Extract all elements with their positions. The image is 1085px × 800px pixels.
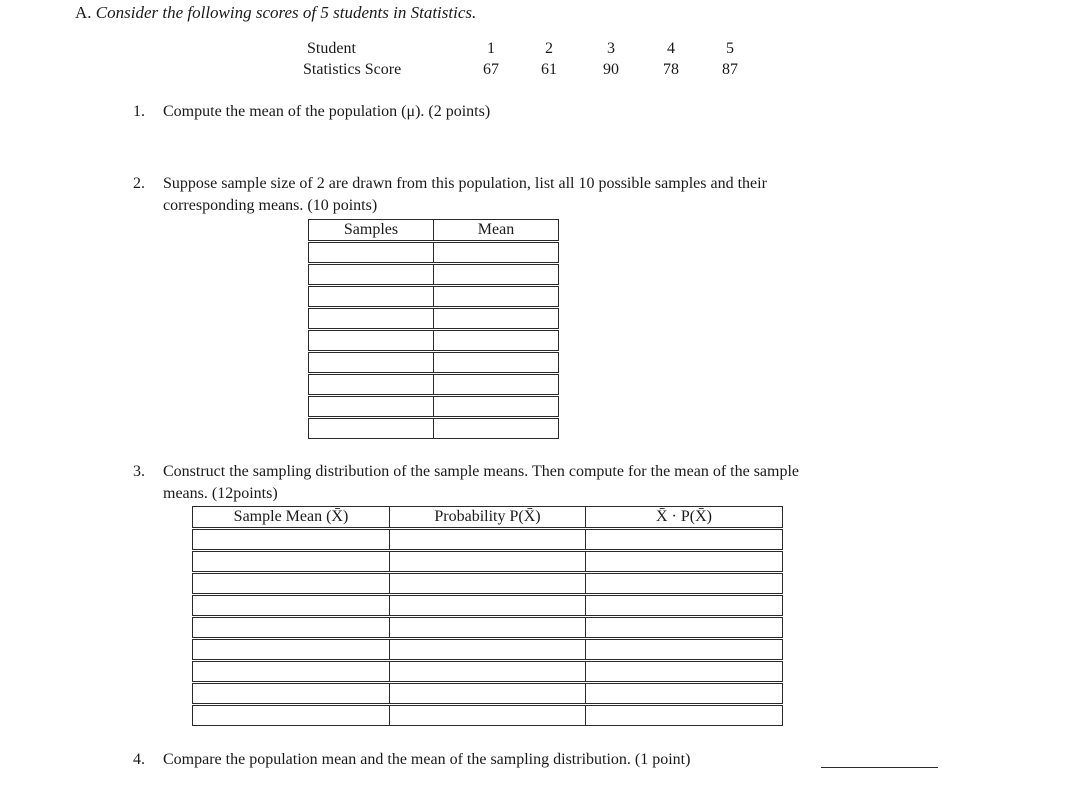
question-3-line-1: Construct the sampling distribution of the sample means. Then compute for the mean of the sample <box>163 463 800 480</box>
table-row <box>193 617 783 639</box>
sample-cell[interactable] <box>309 242 434 264</box>
table-row <box>309 286 559 308</box>
student-number: 4 <box>667 40 675 57</box>
mean-cell[interactable] <box>434 352 559 374</box>
product-cell[interactable] <box>586 639 783 661</box>
student-number: 3 <box>607 40 615 57</box>
sample-mean-cell[interactable] <box>193 573 390 595</box>
probability-cell[interactable] <box>390 705 586 726</box>
probability-cell[interactable] <box>390 573 586 595</box>
product-cell[interactable] <box>586 617 783 639</box>
question-4-number: 4. <box>133 751 145 768</box>
table-row <box>309 308 559 330</box>
product-column-header: X̄ · P(X̄) <box>586 507 783 529</box>
mean-cell[interactable] <box>434 308 559 330</box>
mean-cell[interactable] <box>434 418 559 439</box>
sample-cell[interactable] <box>309 396 434 418</box>
question-1-number: 1. <box>133 103 145 120</box>
student-score: 78 <box>663 61 679 78</box>
product-cell[interactable] <box>586 705 783 726</box>
score-row-label: Statistics Score <box>303 61 402 78</box>
probability-cell[interactable] <box>390 661 586 683</box>
table-row <box>193 705 783 726</box>
samples-column-header: Samples <box>309 220 434 242</box>
probability-cell[interactable] <box>390 639 586 661</box>
sample-mean-cell[interactable] <box>193 595 390 617</box>
product-cell[interactable] <box>586 661 783 683</box>
mean-cell[interactable] <box>434 264 559 286</box>
sampling-distribution-table <box>192 506 783 726</box>
mean-column-header: Mean <box>434 220 559 242</box>
student-score: 90 <box>603 61 619 78</box>
table-row <box>309 418 559 439</box>
sample-mean-cell[interactable] <box>193 617 390 639</box>
sample-cell[interactable] <box>309 374 434 396</box>
sample-mean-cell[interactable] <box>193 639 390 661</box>
sample-cell[interactable] <box>309 286 434 308</box>
student-number: 1 <box>487 40 495 57</box>
table-row <box>193 573 783 595</box>
probability-cell[interactable] <box>390 529 586 551</box>
product-cell[interactable] <box>586 683 783 705</box>
sample-cell[interactable] <box>309 330 434 352</box>
question-4-text: Compare the population mean and the mean of the sampling distribution. (1 point) <box>163 751 691 768</box>
table-row <box>309 330 559 352</box>
table-row <box>193 683 783 705</box>
table-row <box>193 595 783 617</box>
table-row <box>309 242 559 264</box>
sample-mean-cell[interactable] <box>193 661 390 683</box>
question-1-text: Compute the mean of the population (μ). (2 points) <box>163 103 491 120</box>
student-number: 2 <box>545 40 553 57</box>
sample-cell[interactable] <box>309 418 434 439</box>
question-2-line-1: Suppose sample size of 2 are drawn from this population, list all 10 possible samples and their <box>163 175 767 192</box>
product-cell[interactable] <box>586 573 783 595</box>
sample-mean-cell[interactable] <box>193 551 390 573</box>
answer-blank-line[interactable] <box>821 767 938 768</box>
sample-mean-column-header: Sample Mean (X̄) <box>193 507 390 529</box>
section-heading <box>75 3 476 23</box>
mean-cell[interactable] <box>434 242 559 264</box>
question-2-line-2: corresponding means. (10 points) <box>163 197 378 214</box>
table-row <box>193 551 783 573</box>
mean-cell[interactable] <box>434 286 559 308</box>
table-row <box>309 374 559 396</box>
table-row <box>193 529 783 551</box>
section-letter: A. <box>75 3 92 22</box>
mean-cell[interactable] <box>434 396 559 418</box>
student-score: 87 <box>722 61 738 78</box>
sample-cell[interactable] <box>309 308 434 330</box>
table-row <box>193 639 783 661</box>
student-score: 67 <box>483 61 499 78</box>
sample-mean-cell[interactable] <box>193 683 390 705</box>
table-row <box>309 264 559 286</box>
question-2-number: 2. <box>133 175 145 192</box>
question-3-line-2: means. (12points) <box>163 485 278 502</box>
product-cell[interactable] <box>586 551 783 573</box>
student-row-label: Student <box>307 40 356 57</box>
sample-mean-cell[interactable] <box>193 529 390 551</box>
sample-cell[interactable] <box>309 352 434 374</box>
probability-column-header: Probability P(X̄) <box>390 507 586 529</box>
table-row <box>309 352 559 374</box>
student-score: 61 <box>541 61 557 78</box>
mean-cell[interactable] <box>434 374 559 396</box>
student-number: 5 <box>726 40 734 57</box>
product-cell[interactable] <box>586 595 783 617</box>
sample-mean-cell[interactable] <box>193 705 390 726</box>
probability-cell[interactable] <box>390 683 586 705</box>
probability-cell[interactable] <box>390 595 586 617</box>
table-row <box>193 661 783 683</box>
section-heading-text: Consider the following scores of 5 students in Statistics. <box>95 3 477 22</box>
table-row <box>309 396 559 418</box>
product-cell[interactable] <box>586 529 783 551</box>
mean-cell[interactable] <box>434 330 559 352</box>
sample-cell[interactable] <box>309 264 434 286</box>
probability-cell[interactable] <box>390 617 586 639</box>
question-3-number: 3. <box>133 463 145 480</box>
probability-cell[interactable] <box>390 551 586 573</box>
samples-table <box>308 219 559 439</box>
